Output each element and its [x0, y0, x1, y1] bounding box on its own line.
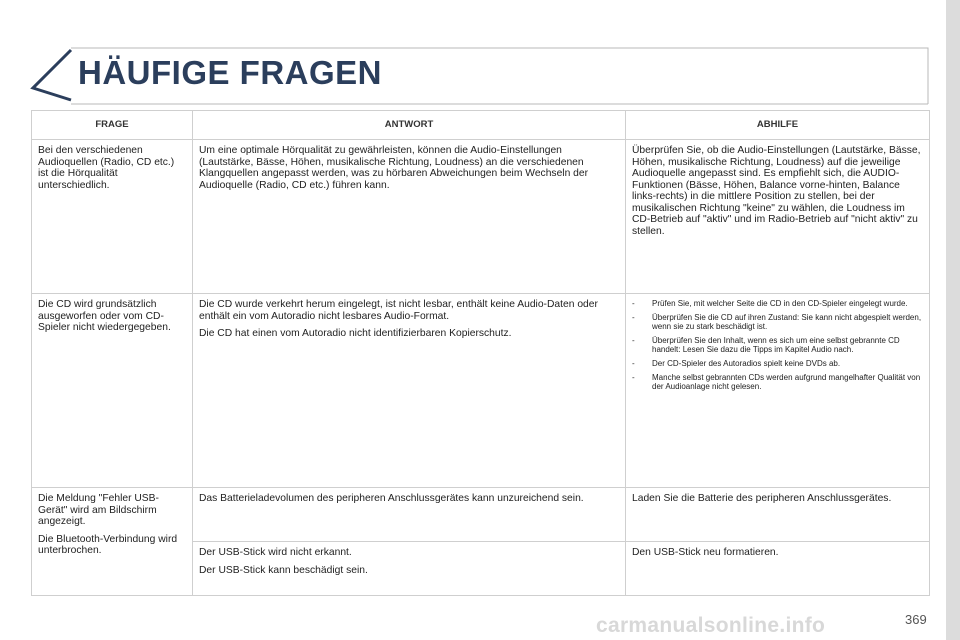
answer-cell	[193, 542, 626, 596]
column-header-answer: ANTWORT	[193, 111, 626, 140]
remedy-text: Laden Sie die Batterie des peripheren Anschlussgerätes.	[632, 493, 892, 504]
question-text: Die Bluetooth-Verbindung wird unterbrochen.	[38, 533, 178, 556]
answer-text: Die CD wurde verkehrt herum eingelegt, ist nicht lesbar, enthält keine Audio-Daten oder enthält ein vom Autoradio nicht lesbares Audio-Format.	[199, 299, 598, 322]
question-cell	[32, 140, 193, 294]
question-text: Bei den verschiedenen Audioquellen (Radio, CD etc.) ist die Hörqualität unterschiedlich.	[38, 145, 175, 191]
question-cell	[32, 294, 193, 488]
remedy-text: Den USB-Stick neu formatieren.	[632, 547, 779, 558]
table-row	[32, 140, 930, 294]
table-header-row	[32, 111, 930, 140]
answer-text: Die CD hat einen vom Autoradio nicht identifizierbaren Kopierschutz.	[199, 328, 512, 339]
remedy-list	[632, 299, 923, 391]
answer-text: Der USB-Stick kann beschädigt sein.	[199, 564, 368, 576]
answer-cell	[193, 294, 626, 488]
list-item: - Prüfen Sie, mit welcher Seite die CD in den CD-Spieler eingelegt wurde.	[632, 299, 923, 308]
list-item: - Manche selbst gebrannten CDs werden aufgrund mangelhafter Qualität von der Audioanlage nicht gelesen.	[632, 373, 923, 391]
remedy-cell	[626, 542, 930, 596]
remedy-text: Überprüfen Sie, ob die Audio-Einstellungen (Lautstärke, Bässe, Höhen, musikalische Richtung, Loudness) auf die jeweilige Audioquelle angepasst sind. Es empfiehlt sich, die AUDIO-Funktionen (Bässe, Höhen, Balance vorne-hinten, Balance links-rechts) in die mittlere Position zu stellen, bei der musikalischen Richtung "keine" zu wählen, die Loudness im CD-Betrieb auf "aktiv" und im Radio-Betrieb auf "nicht aktiv" zu stellen.	[632, 145, 921, 237]
watermark: carmanualsonline.info	[596, 614, 826, 637]
list-item: - Überprüfen Sie die CD auf ihren Zustand: Sie kann nicht abgespielt werden, wenn sie zu stark beschädigt ist.	[632, 313, 923, 331]
answer-cell	[193, 488, 626, 542]
remedy-cell	[626, 140, 930, 294]
column-header-question: FRAGE	[32, 111, 193, 140]
answer-text: Um eine optimale Hörqualität zu gewährleisten, können die Audio-Einstellungen (Lautstärke, Bässe, Höhen, musikalische Richtung, Loudness) an die verschiedenen Klangquellen angepasst werden, was zu hörbaren Abweichungen beim Wechseln der Audioquelle (Radio, CD etc.) führen kann.	[199, 145, 589, 191]
faq-table	[31, 110, 930, 596]
answer-text: Der USB-Stick wird nicht erkannt.	[199, 547, 352, 558]
column-header-remedy: ABHILFE	[626, 111, 930, 140]
remedy-cell	[626, 488, 930, 542]
page-number: 369	[905, 612, 927, 627]
answer-cell	[193, 140, 626, 294]
right-margin-bar	[946, 0, 960, 640]
answer-text: Das Batterieladevolumen des peripheren Anschlussgerätes kann unzureichend sein.	[199, 493, 584, 504]
question-cell	[32, 488, 193, 596]
remedy-cell	[626, 294, 930, 488]
list-item: - Der CD-Spieler des Autoradios spielt keine DVDs ab.	[632, 359, 923, 368]
question-text: Die Meldung "Fehler USB-Gerät" wird am Bildschirm angezeigt.	[38, 493, 159, 527]
table-row	[32, 294, 930, 488]
page-title: HÄUFIGE FRAGEN	[78, 54, 382, 91]
question-text: Die CD wird grundsätzlich ausgeworfen oder vom CD-Spieler nicht wiedergegeben.	[38, 299, 171, 333]
list-item: - Überprüfen Sie den Inhalt, wenn es sich um eine selbst gebrannte CD handelt: Lesen Sie dazu die Tipps im Kapitel Audio nach.	[632, 336, 923, 354]
table-row	[32, 488, 930, 542]
